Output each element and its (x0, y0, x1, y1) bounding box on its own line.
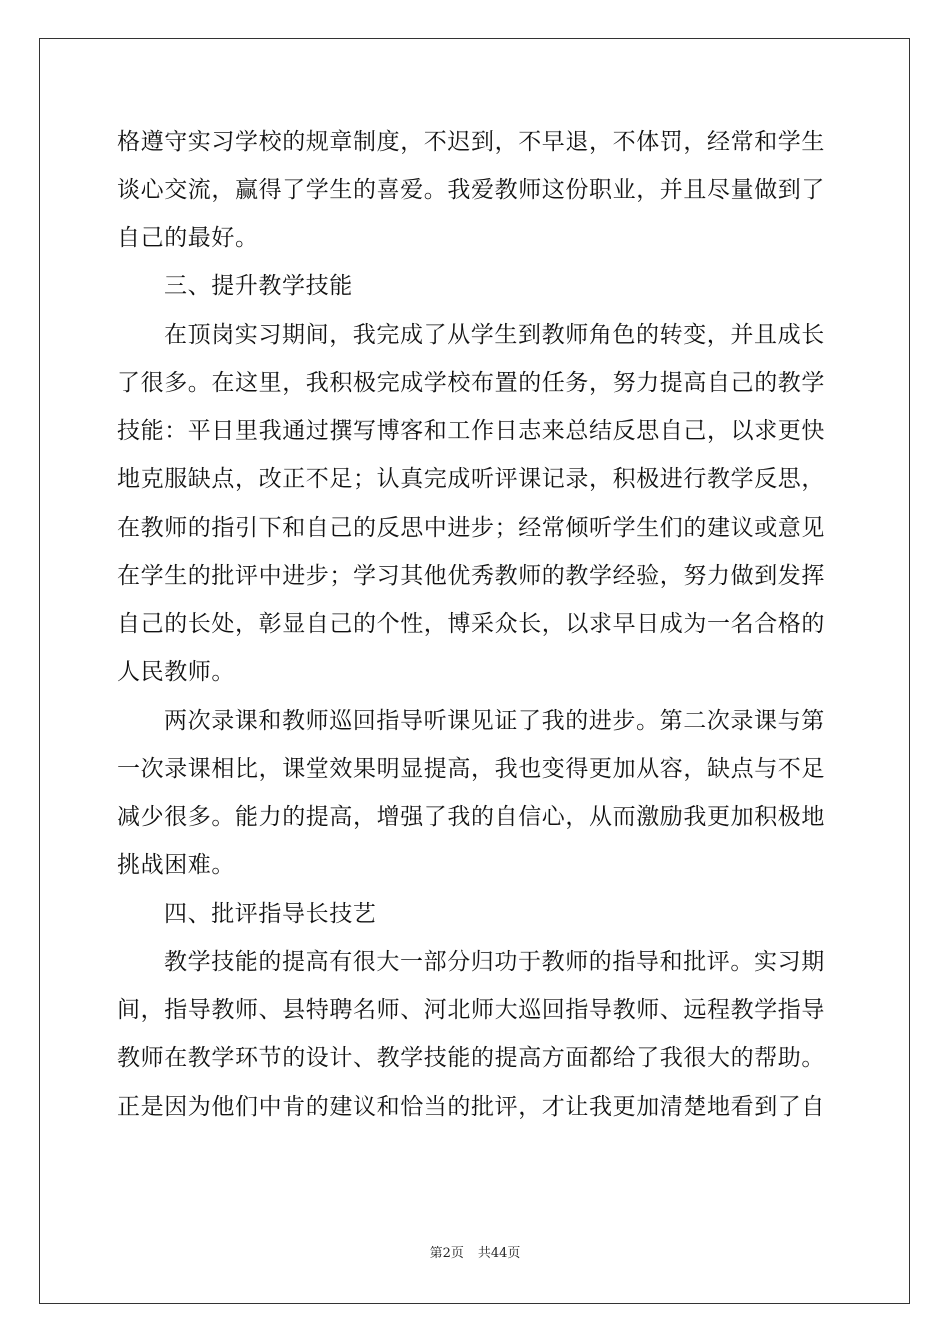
text-line: 在学生的批评中进步；学习其他优秀教师的教学经验，努力做到发挥 (117, 563, 825, 589)
text-line: 挑战困难。 (117, 852, 235, 878)
text-line: 自己的最好。 (117, 225, 259, 251)
section-heading: 四、批评指导长技艺 (164, 901, 377, 927)
text-line: 人民教师。 (117, 659, 235, 685)
text-line: 减少很多。能力的提高，增强了我的自信心，从而激励我更加积极地 (117, 804, 825, 830)
text-line: 教师在教学环节的设计、教学技能的提高方面都给了我很大的帮助。 (117, 1045, 825, 1071)
total-pages: 共44页 (477, 1246, 521, 1261)
text-line: 正是因为他们中肯的建议和恰当的批评，才让我更加清楚地看到了自 (117, 1094, 825, 1120)
section-heading: 三、提升教学技能 (164, 273, 353, 299)
paragraph-first-line: 在顶岗实习期间，我完成了从学生到教师角色的转变，并且成长 (164, 322, 825, 348)
text-line: 一次录课相比，课堂效果明显提高，我也变得更加从容，缺点与不足 (117, 756, 825, 782)
text-line: 地克服缺点，改正不足；认真完成听评课记录，积极进行教学反思， (117, 466, 825, 492)
text-line: 谈心交流，赢得了学生的喜爱。我爱教师这份职业，并且尽量做到了 (117, 177, 825, 203)
paragraph-first-line: 教学技能的提高有很大一部分归功于教师的指导和批评。实习期 (164, 949, 825, 975)
text-line: 了很多。在这里，我积极完成学校布置的任务，努力提高自己的教学 (117, 370, 825, 396)
text-line: 在教师的指引下和自己的反思中进步；经常倾听学生们的建议或意见 (117, 515, 825, 541)
page-footer (0, 1246, 950, 1262)
text-line: 间，指导教师、县特聘名师、河北师大巡回指导教师、远程教学指导 (117, 997, 825, 1023)
text-line: 格遵守实习学校的规章制度，不迟到，不早退，不体罚，经常和学生 (117, 129, 825, 155)
text-line: 技能：平日里我通过撰写博客和工作日志来总结反思自己，以求更快 (117, 418, 825, 444)
page-number: 第2页 (429, 1246, 464, 1261)
paragraph-first-line: 两次录课和教师巡回指导听课见证了我的进步。第二次录课与第 (164, 708, 825, 734)
text-line: 自己的长处，彰显自己的个性，博采众长，以求早日成为一名合格的 (117, 611, 825, 637)
